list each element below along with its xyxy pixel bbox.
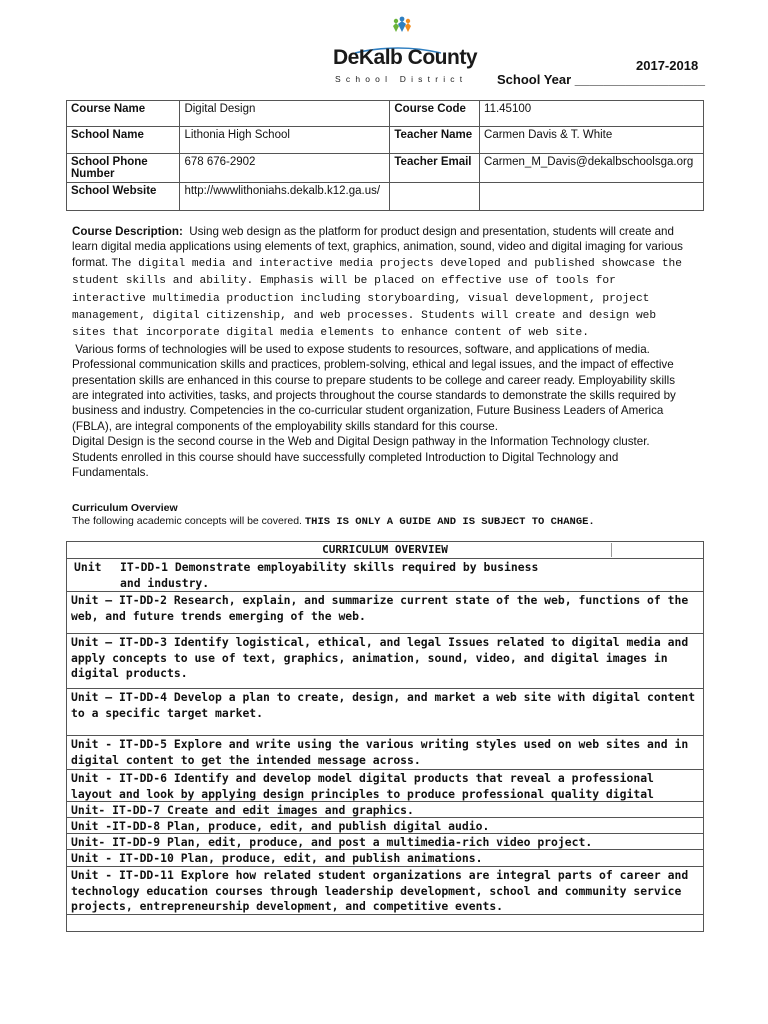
school-phone-label: School Phone Number	[67, 154, 180, 183]
course-description	[72, 224, 694, 481]
curriculum-row-unit-11: Unit - IT-DD-11 Explore how related student organizations are integral parts of career and technology education courses through leadership development, school and community service projects, entrepreneurship development, and competitive events.	[67, 867, 703, 915]
curriculum-row-unit-7: Unit- IT-DD-7 Create and edit images and graphics.	[67, 802, 703, 818]
curriculum-row-unit-5: Unit - IT-DD-5 Explore and write using the various writing styles used on web sites and in digital content to get the intended message across.	[67, 736, 703, 770]
school-website-label: School Website	[67, 183, 180, 211]
curriculum-row-unit-9: Unit- IT-DD-9 Plan, edit, produce, and post a multimedia-rich video project.	[67, 834, 703, 850]
curriculum-row-unit-1	[67, 559, 703, 592]
course-description-label: Course Description:	[72, 225, 183, 238]
description-text-1b: The digital media and interactive media projects developed and published showcase the student skills and ability. Emphasis will be placed on effective use of tools for interactive multimedia production including storyboarding, visual development, project management, digital citizenship, and web processes. Students will create and design web sites that incorporate digital media elements to enhance content of web site.	[72, 257, 682, 340]
school-year-label: School Year __________________	[497, 72, 705, 87]
description-paragraph-2	[72, 342, 694, 434]
course-name-label: Course Name	[67, 101, 180, 127]
course-name-value: Digital Design	[180, 101, 390, 127]
teacher-name-label: Teacher Name	[390, 127, 480, 154]
school-name-label: School Name	[67, 127, 180, 154]
curriculum-row-unit-8: Unit -IT-DD-8 Plan, produce, edit, and publish digital audio.	[67, 818, 703, 834]
teacher-name-value: Carmen Davis & T. White	[480, 127, 704, 154]
curriculum-note-text: The following academic concepts will be covered.	[72, 515, 302, 527]
description-paragraph-1	[72, 224, 694, 342]
unit-text: IT-DD-1 Demonstrate employability skills required by business and industry.	[120, 560, 539, 590]
curriculum-table-header	[67, 542, 703, 559]
empty-cell	[390, 183, 480, 211]
course-info-table	[66, 100, 704, 211]
curriculum-row-empty	[67, 915, 703, 931]
logo-title: DeKalb County	[333, 46, 478, 69]
curriculum-disclaimer: THIS IS ONLY A GUIDE AND IS SUBJECT TO CHANGE.	[304, 516, 595, 528]
curriculum-row-unit-10: Unit - IT-DD-10 Plan, produce, edit, and publish animations.	[67, 850, 703, 867]
course-code-value: 11.45100	[480, 101, 704, 127]
curriculum-row-unit-2: Unit – IT-DD-2 Research, explain, and summarize current state of the web, functions of the web, and future trends emerging of the web.	[67, 592, 703, 634]
school-phone-value: 678 676-2902	[180, 154, 390, 183]
people-figures-icon	[391, 16, 413, 34]
empty-cell	[480, 183, 704, 211]
teacher-email-label: Teacher Email	[390, 154, 480, 183]
description-text-1: Using web design as the platform for product design and presentation, students will create and learn digital media applications using elements of text, graphics, animation, sound, video and digital imaging for various format.	[72, 225, 683, 269]
table-row	[67, 183, 704, 211]
curriculum-row-unit-6: Unit - IT-DD-6 Identify and develop model digital products that reveal a professional layout and look by applying design principles to produce professional quality digital	[67, 770, 703, 802]
table-row	[67, 127, 704, 154]
school-name-value: Lithonia High School	[180, 127, 390, 154]
teacher-email-value[interactable]: Carmen_M_Davis@dekalbschoolsga.org	[480, 154, 704, 183]
curriculum-overview-title: Curriculum Overview	[72, 502, 178, 514]
curriculum-header-text: CURRICULUM OVERVIEW	[322, 543, 448, 556]
district-logo	[333, 16, 478, 84]
description-paragraph-3: Digital Design is the second course in the Web and Digital Design pathway in the Information Technology cluster. Students enrolled in this course should have successfully completed Introduction to Digital Technology and Fundamentals.	[72, 435, 650, 480]
curriculum-table	[66, 541, 704, 932]
header-divider	[611, 543, 612, 557]
unit-label: Unit	[74, 560, 102, 574]
description-text-2: Various forms of technologies will be used to expose students to resources, software, and applications of media. Professional communication skills and practices, problem-solving, ethical and legal issues, and the impact of effective presentation skills are enhanced in this course to prepare students to be college and career ready. Employability skills are integrated into activities, tasks, and projects throughout the course standards to demonstrate the skills required by business and industry. Competencies in the co-curricular student organization, Future Business Leaders of America (FBLA), are integral components of the employability skills standard for this course.	[72, 342, 676, 433]
curriculum-row-unit-3: Unit – IT-DD-3 Identify logistical, ethical, and legal Issues related to digital media and apply concepts to use of text, graphics, animation, sound, video, and digital images in digital products.	[67, 634, 703, 689]
curriculum-row-unit-4: Unit – IT-DD-4 Develop a plan to create, design, and market a web site with digital content to a specific target market.	[67, 689, 703, 736]
logo-subtitle: School District	[335, 74, 468, 84]
table-row	[67, 154, 704, 183]
course-code-label: Course Code	[390, 101, 480, 127]
curriculum-overview-note	[72, 515, 595, 528]
school-year-range: 2017-2018	[636, 58, 699, 73]
school-website-link[interactable]: http://wwwlithoniahs.dekalb.k12.ga.us/	[180, 183, 390, 211]
table-row	[67, 101, 704, 127]
